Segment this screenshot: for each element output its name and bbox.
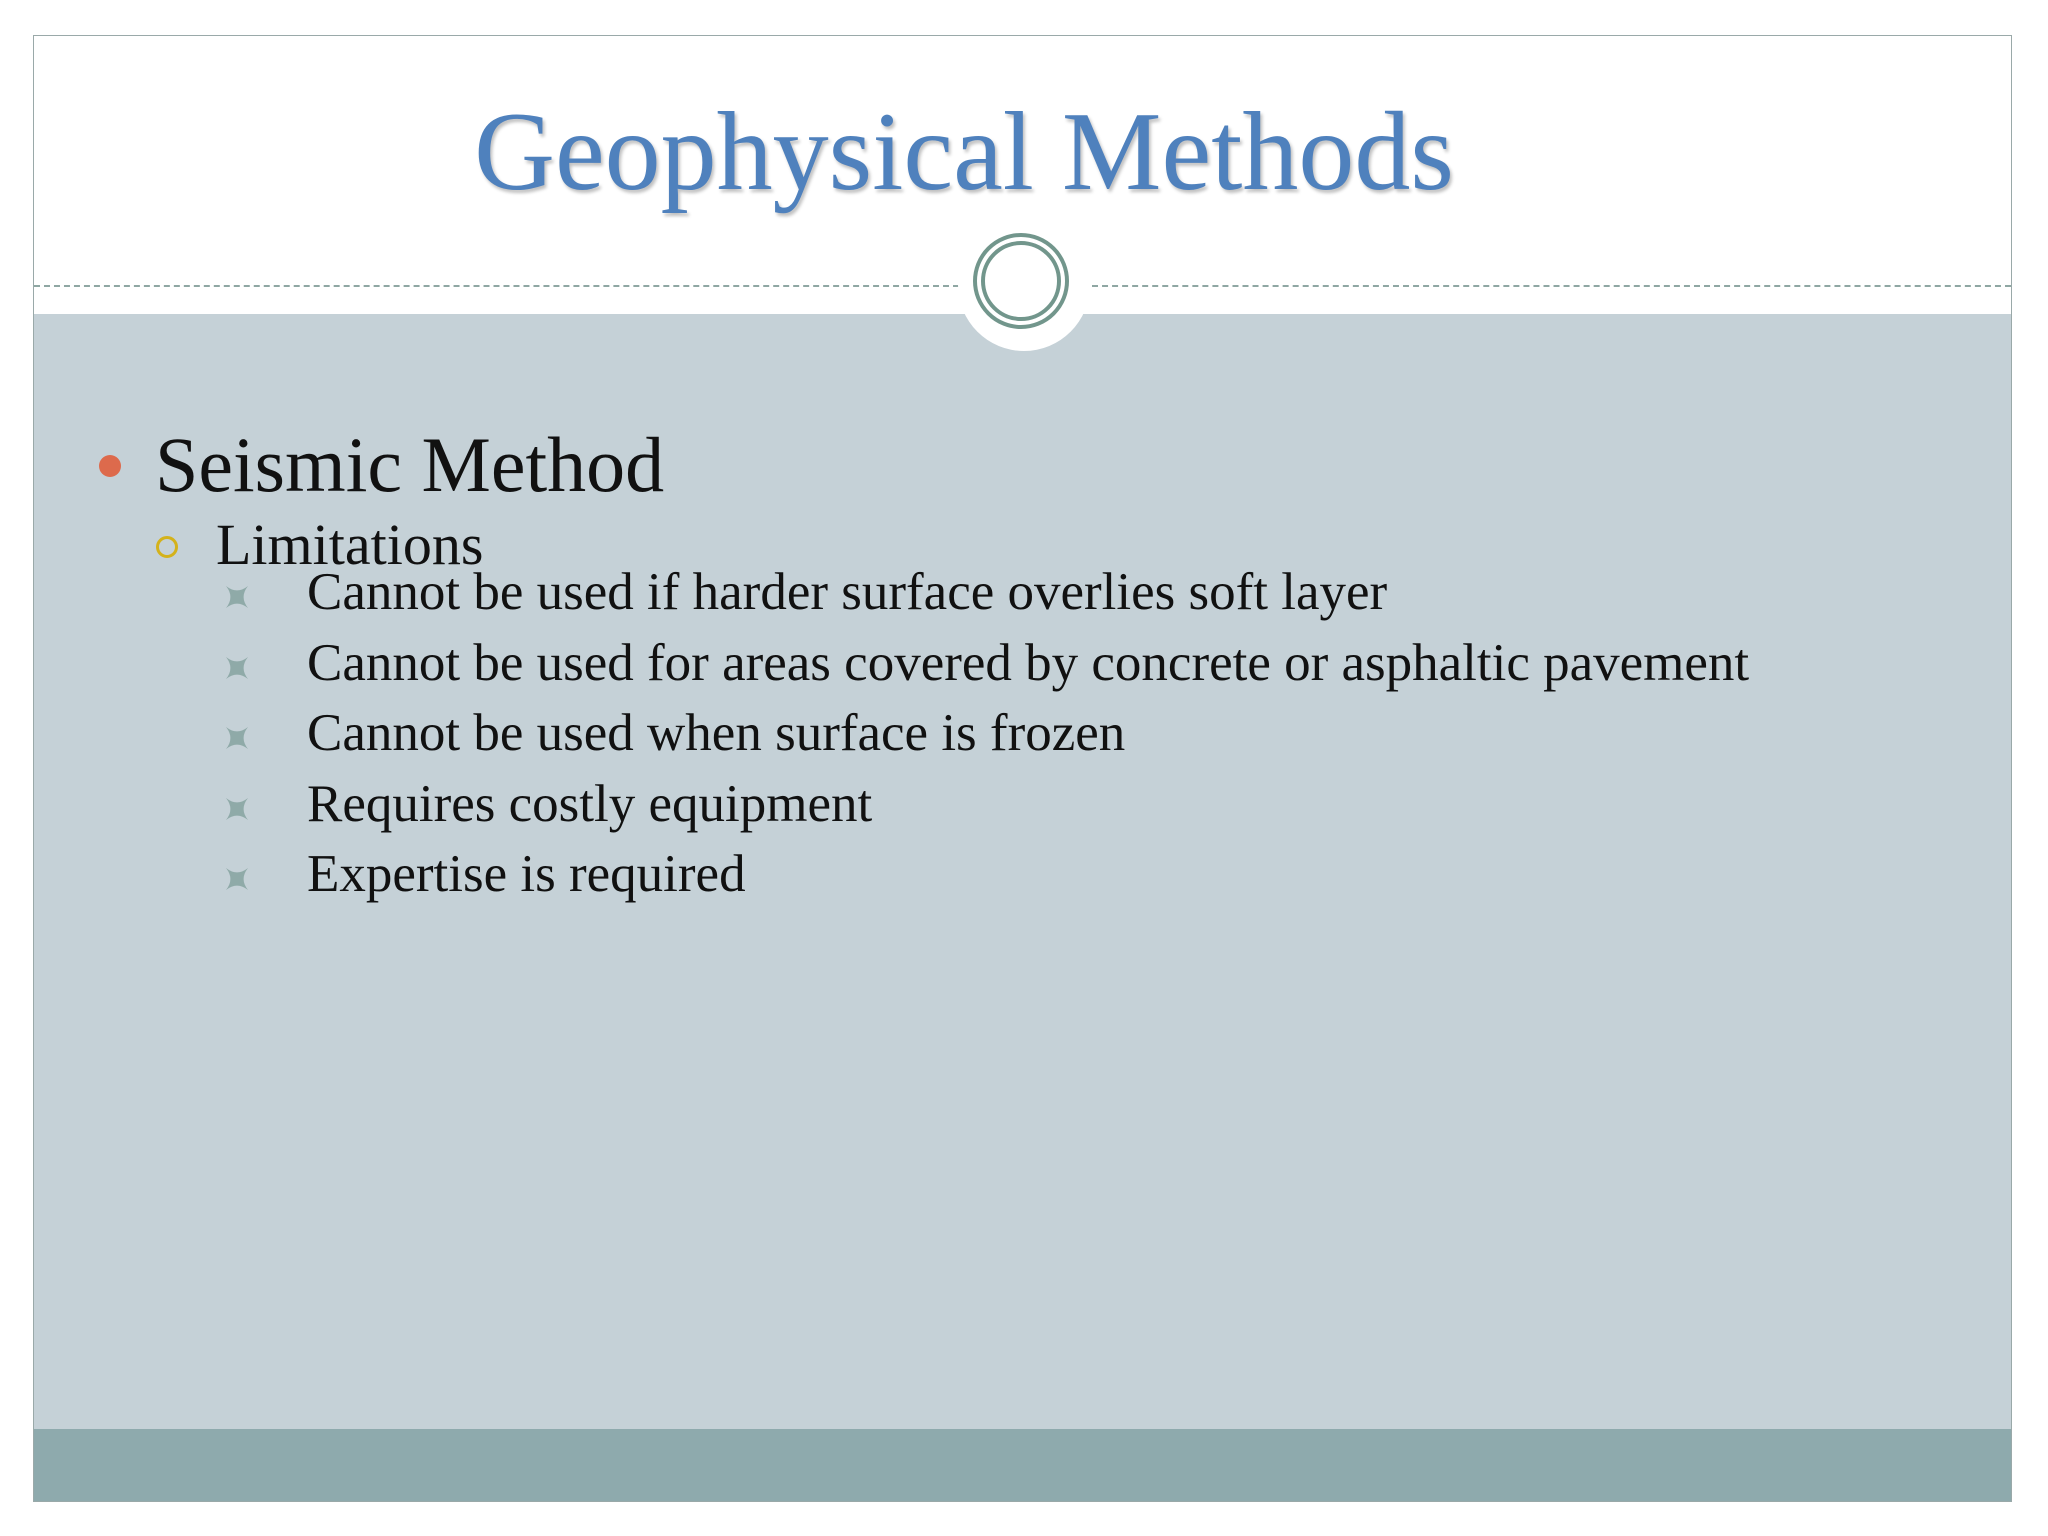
star-bullet-icon: [226, 868, 248, 890]
star-bullet-icon: [226, 586, 248, 608]
bullet-level1: [155, 421, 665, 508]
star-bullet-icon: [226, 727, 248, 749]
list-item: [274, 704, 1126, 762]
item-text: Cannot be used for areas covered by concrete or asphaltic pavement: [307, 634, 1750, 692]
heading-text: Seismic Method: [155, 421, 665, 508]
footer-band: [34, 1429, 2011, 1501]
slide-title: Geophysical Methods: [474, 90, 1454, 214]
list-item: [274, 634, 1750, 692]
item-text: Requires costly equipment: [307, 775, 873, 833]
ring-inner-icon: [981, 241, 1061, 321]
item-text: Cannot be used if harder surface overlies soft layer: [307, 563, 1388, 621]
hollow-circle-bullet-icon: [156, 536, 178, 558]
list-item: [274, 845, 746, 903]
star-bullet-icon: [226, 798, 248, 820]
list-item: [274, 563, 1388, 621]
star-bullet-icon: [226, 657, 248, 679]
slide: [33, 35, 2012, 1502]
list-item: [274, 775, 873, 833]
divider-right: [1092, 285, 2011, 287]
item-text: Cannot be used when surface is frozen: [307, 704, 1126, 762]
subheading-text: Limitations: [216, 512, 484, 577]
item-text: Expertise is required: [307, 845, 746, 903]
filled-dot-bullet-icon: [99, 455, 121, 477]
divider-left: [34, 285, 959, 287]
